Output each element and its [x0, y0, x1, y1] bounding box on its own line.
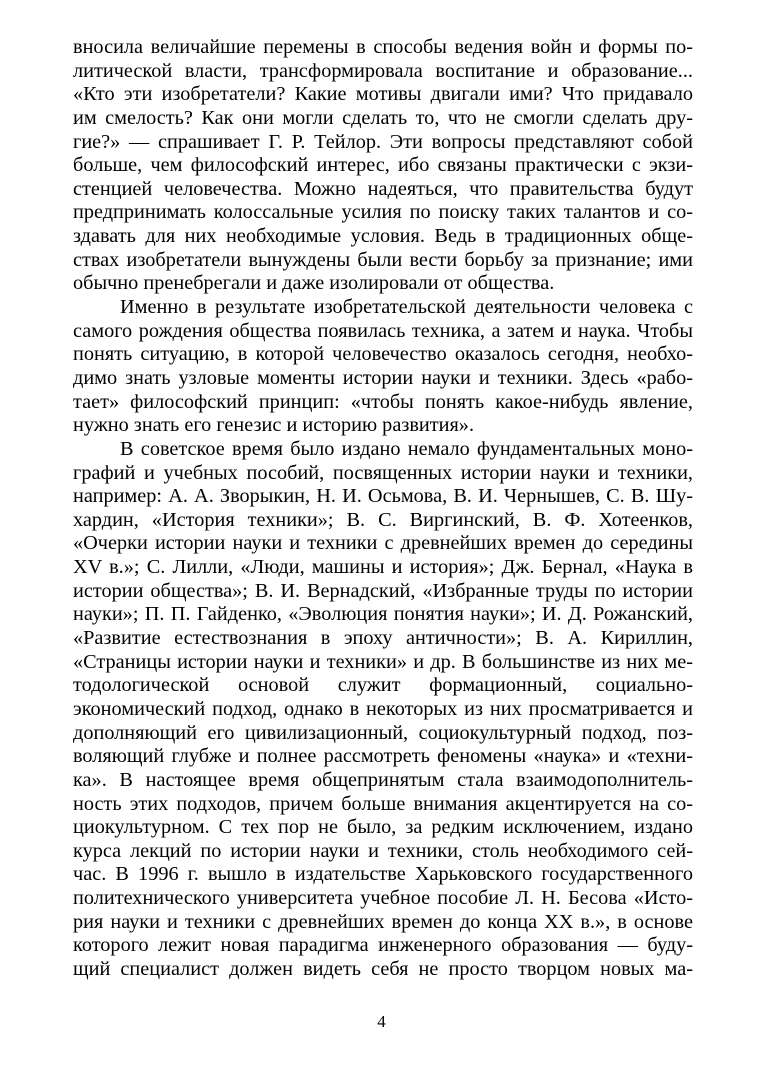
- text-line: здавать для них необходимые условия. Ведь в традиционных обще-: [73, 225, 693, 248]
- text-line: курса лекций по истории науки и техники, столь необходимого сей-: [73, 839, 693, 862]
- text-line: истории общества»; В. И. Вернадский, «Избранные труды по истории: [73, 579, 693, 602]
- text-line: «Кто эти изобретатели? Какие мотивы двигали ими? Что придавало: [73, 83, 693, 106]
- text-line: XV в.»; С. Лилли, «Люди, машины и история»; Дж. Бернал, «Наука в: [73, 556, 693, 579]
- text-line: ствах изобретатели вынуждены были вести борьбу за признание; ими: [73, 248, 693, 271]
- text-line: предпринимать колоссальные усилия по поиску таких талантов и со-: [73, 201, 693, 224]
- body-text: [73, 36, 693, 982]
- text-line: вносила величайшие перемены в способы ведения войн и формы по-: [73, 36, 693, 58]
- text-line: им смелость? Как они могли сделать то, что не смогли сделать дру-: [73, 106, 693, 129]
- text-line: воляющий глубже и полнее рассмотреть феномены «наука» и «техни-: [73, 745, 693, 768]
- text-line: экономический подход, однако в некоторых из них просматривается и: [73, 697, 693, 720]
- text-line: ность этих подходов, причем больше внимания акцентируется на со-: [73, 792, 693, 815]
- text-line: например: А. А. Зворыкин, Н. И. Осьмова, В. И. Чернышев, С. В. Шу-: [73, 485, 693, 508]
- text-line: В советское время было издано немало фундаментальных моно-: [120, 437, 693, 460]
- text-line: гие?» — спрашивает Г. Р. Тейлор. Эти вопросы представляют собой: [73, 130, 693, 153]
- text-line: хардин, «История техники»; В. С. Виргинский, В. Ф. Хотеенков,: [73, 508, 693, 531]
- text-line: науки»; П. П. Гайденко, «Эволюция понятия науки»; И. Д. Рожанский,: [73, 603, 693, 626]
- text-line: Именно в результате изобретательской деятельности человека с: [120, 296, 693, 319]
- text-line: литической власти, трансформировала воспитание и образование...: [73, 59, 693, 82]
- paragraph: [73, 36, 693, 296]
- text-line: самого рождения общества появилась техника, а затем и наука. Чтобы: [73, 319, 693, 342]
- page-number: 4: [377, 1012, 386, 1031]
- text-line: циокультурном. С тех пор не было, за редким исключением, издано: [73, 816, 693, 839]
- text-line: час. В 1996 г. вышло в издательстве Харьковского государственного: [73, 863, 693, 886]
- text-line: рия науки и техники с древнейших времен до конца XX в.», в основе: [73, 910, 693, 933]
- paragraph: [73, 438, 693, 982]
- text-line: политехнического университета учебное пособие Л. Н. Бесова «Исто-: [73, 887, 693, 910]
- text-line: щий специалист должен видеть себя не просто творцом новых ма-: [73, 957, 693, 980]
- text-line: нужно знать его генезис и историю развития».: [73, 414, 475, 437]
- text-line: тает» философский принцип: «чтобы понять какое-нибудь явление,: [73, 390, 693, 413]
- text-line: «Страницы истории науки и техники» и др. В большинстве из них ме-: [73, 650, 693, 673]
- text-line: «Очерки истории науки и техники с древнейших времен до середины: [73, 532, 693, 555]
- text-line: тодологической основой служит формационный, социально-: [73, 674, 693, 697]
- text-line: стенцией человечества. Можно надеяться, что правительства будут: [73, 177, 693, 200]
- text-line: больше, чем философский интерес, ибо связаны практически с экзи-: [73, 154, 693, 177]
- text-line: понять ситуацию, в которой человечество оказалось сегодня, необхо-: [73, 343, 693, 366]
- text-line: «Развитие естествознания в эпоху античности»; В. А. Кириллин,: [73, 627, 693, 650]
- text-line: графий и учебных пособий, посвященных истории науки и техники,: [73, 461, 693, 484]
- text-line: димо знать узловые моменты истории науки и техники. Здесь «рабо-: [73, 366, 693, 389]
- text-line: обычно пренебрегали и даже изолировали от общества.: [73, 272, 555, 295]
- text-line: которого лежит новая парадигма инженерного образования — буду-: [73, 934, 693, 957]
- text-line: дополняющий его цивилизационный, социокультурный подход, поз-: [73, 721, 693, 744]
- text-line: ка». В настоящее время общепринятым стала взаимодополнитель-: [73, 768, 693, 791]
- paragraph: [73, 296, 693, 438]
